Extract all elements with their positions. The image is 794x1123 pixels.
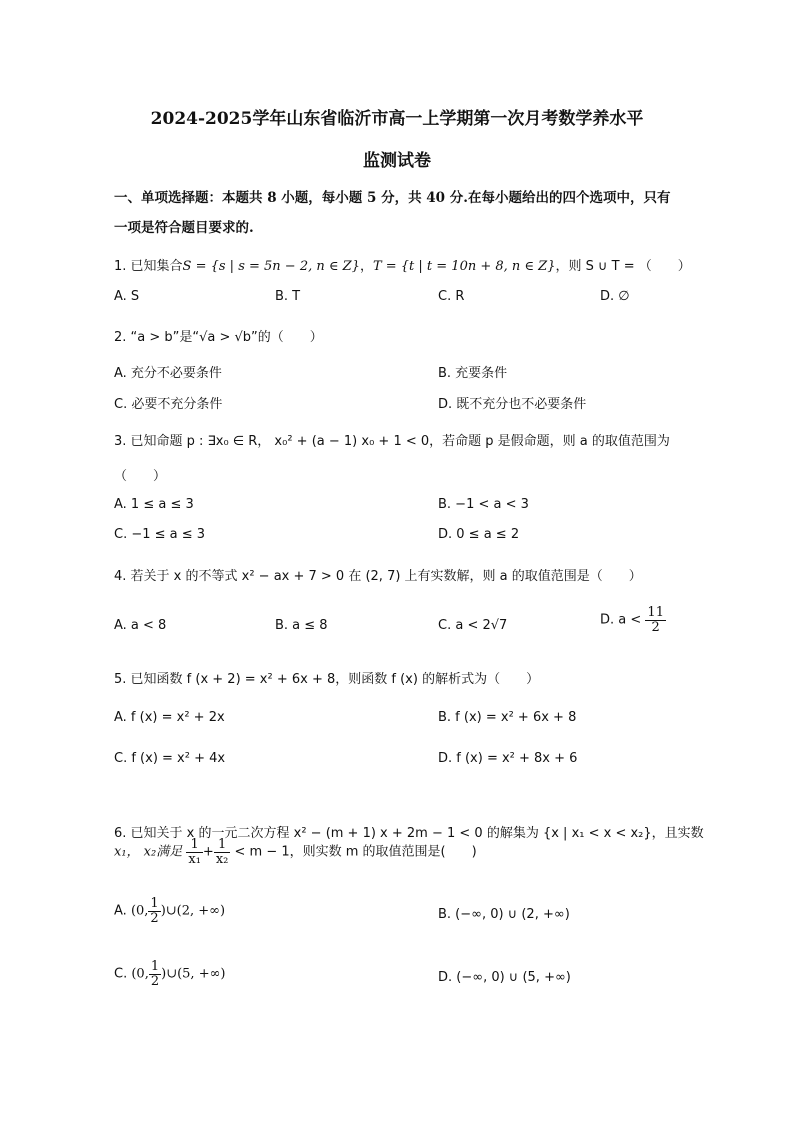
q1-option-c: C. R (438, 289, 465, 304)
q6-line2-start: x₁， x₂满足 (114, 844, 183, 860)
q3-option-d: D. 0 ≤ a ≤ 2 (438, 527, 520, 542)
q6-option-a-close: )∪(2, +∞) (160, 903, 226, 919)
question-5-stem: 5. 已知函数 f (x + 2) = x² + 6x + 8，则函数 f (x) 的解析式为（ ） (114, 672, 540, 687)
q6-option-d: D. (−∞, 0) ∪ (5, +∞) (438, 970, 571, 985)
q4-option-a: A. a < 8 (114, 618, 167, 633)
q6-option-a-open: (0, (130, 903, 149, 919)
q4-option-b: B. a ≤ 8 (275, 618, 328, 633)
question-6-stem-line2 (114, 838, 477, 866)
fraction-numerator: 1 (150, 896, 159, 911)
q3-option-a: A. 1 ≤ a ≤ 3 (114, 497, 194, 512)
q1-option-a: A. S (114, 289, 140, 304)
q6-option-c-close: )∪(5, +∞) (161, 966, 226, 982)
question-1-stem (114, 255, 691, 274)
q2-option-c: C. 必要不充分条件 (114, 397, 223, 412)
fraction-denominator: x₁ (188, 851, 201, 867)
q6-option-a (114, 897, 225, 925)
question-3-stem: 3. 已知命题 p : ∃x₀ ∈ R， x₀² + (a − 1) x₀ + 1 < 0，若命题 p 是假命题，则 a 的取值范围为 (114, 434, 670, 449)
q2-option-b: B. 充要条件 (438, 366, 508, 381)
q6-option-c-fraction (149, 960, 161, 988)
q3-option-c: C. −1 ≤ a ≤ 3 (114, 527, 206, 542)
q1-prefix: 1. 已知集合 (114, 259, 183, 274)
q6-option-c-label: C. (114, 966, 128, 982)
q5-option-c: C. f (x) = x² + 4x (114, 751, 226, 766)
q6-option-a-label: A. (114, 903, 127, 919)
q6-fraction-1 (186, 838, 203, 866)
fraction-denominator: 2 (651, 619, 660, 635)
question-6-stem: 6. 已知关于 x 的一元二次方程 x² − (m + 1) x + 2m − 1 < 0 的解集为 {x | x₁ < x < x₂}，且实数 (114, 826, 704, 841)
q5-option-d: D. f (x) = x² + 8x + 6 (438, 751, 578, 766)
question-2-stem: 2. “a > b”是“√a > √b”的（ ） (114, 330, 323, 345)
q4-option-c: C. a < 2√7 (438, 618, 508, 633)
q1-option-d: D. ∅ (600, 289, 630, 304)
question-3-stem-line2: （ ） (114, 469, 167, 484)
q5-option-b: B. f (x) = x² + 6x + 8 (438, 710, 577, 725)
q1-separator: ， (359, 259, 373, 274)
q1-set-s: S = {s | s = 5n − 2, n ∈ Z} (182, 259, 360, 274)
fraction-numerator: 1 (186, 838, 203, 853)
q2-option-d: D. 既不充分也不必要条件 (438, 397, 587, 412)
page-title-line2: 监测试卷 (363, 151, 431, 171)
section-heading-line2: 一项是符合题目要求的. (114, 220, 254, 236)
q1-set-t: T = {t | t = 10n + 8, n ∈ Z} (372, 259, 556, 274)
fraction-denominator: x₂ (215, 851, 229, 867)
q1-suffix: ，则 S ∪ T = （ ） (555, 259, 691, 274)
q1-option-b: B. T (275, 289, 301, 304)
fraction-denominator: 2 (150, 973, 160, 989)
fraction-numerator: 1 (214, 838, 231, 853)
fraction-numerator: 11 (647, 605, 664, 620)
q4-option-d-label: D. a < (600, 612, 642, 628)
fraction-numerator: 1 (150, 959, 160, 974)
q6-line2-end: < m − 1，则实数 m 的取值范围是( ) (234, 844, 477, 860)
q2-option-a: A. 充分不必要条件 (114, 366, 222, 381)
q6-option-c-open: (0, (131, 966, 149, 982)
section-heading: 一、单项选择题：本题共 8 小题，每小题 5 分，共 40 分.在每小题给出的四个选项中，只有 (114, 190, 671, 206)
q4-option-d (600, 606, 666, 634)
page-title: 2024-2025学年山东省临沂市高一上学期第一次月考数学养水平 (150, 109, 644, 129)
q4-option-d-fraction (645, 606, 666, 634)
q6-fraction-2 (214, 838, 231, 866)
q6-option-c (114, 960, 226, 988)
q5-option-a: A. f (x) = x² + 2x (114, 710, 225, 725)
fraction-denominator: 2 (150, 910, 159, 926)
q6-plus: + (202, 844, 214, 860)
question-4-stem: 4. 若关于 x 的不等式 x² − ax + 7 > 0 在 (2, 7) 上有实数解，则 a 的取值范围是（ ） (114, 569, 642, 584)
q3-option-b: B. −1 < a < 3 (438, 497, 529, 512)
q6-option-b: B. (−∞, 0) ∪ (2, +∞) (438, 907, 570, 922)
q6-option-a-fraction (148, 897, 160, 925)
